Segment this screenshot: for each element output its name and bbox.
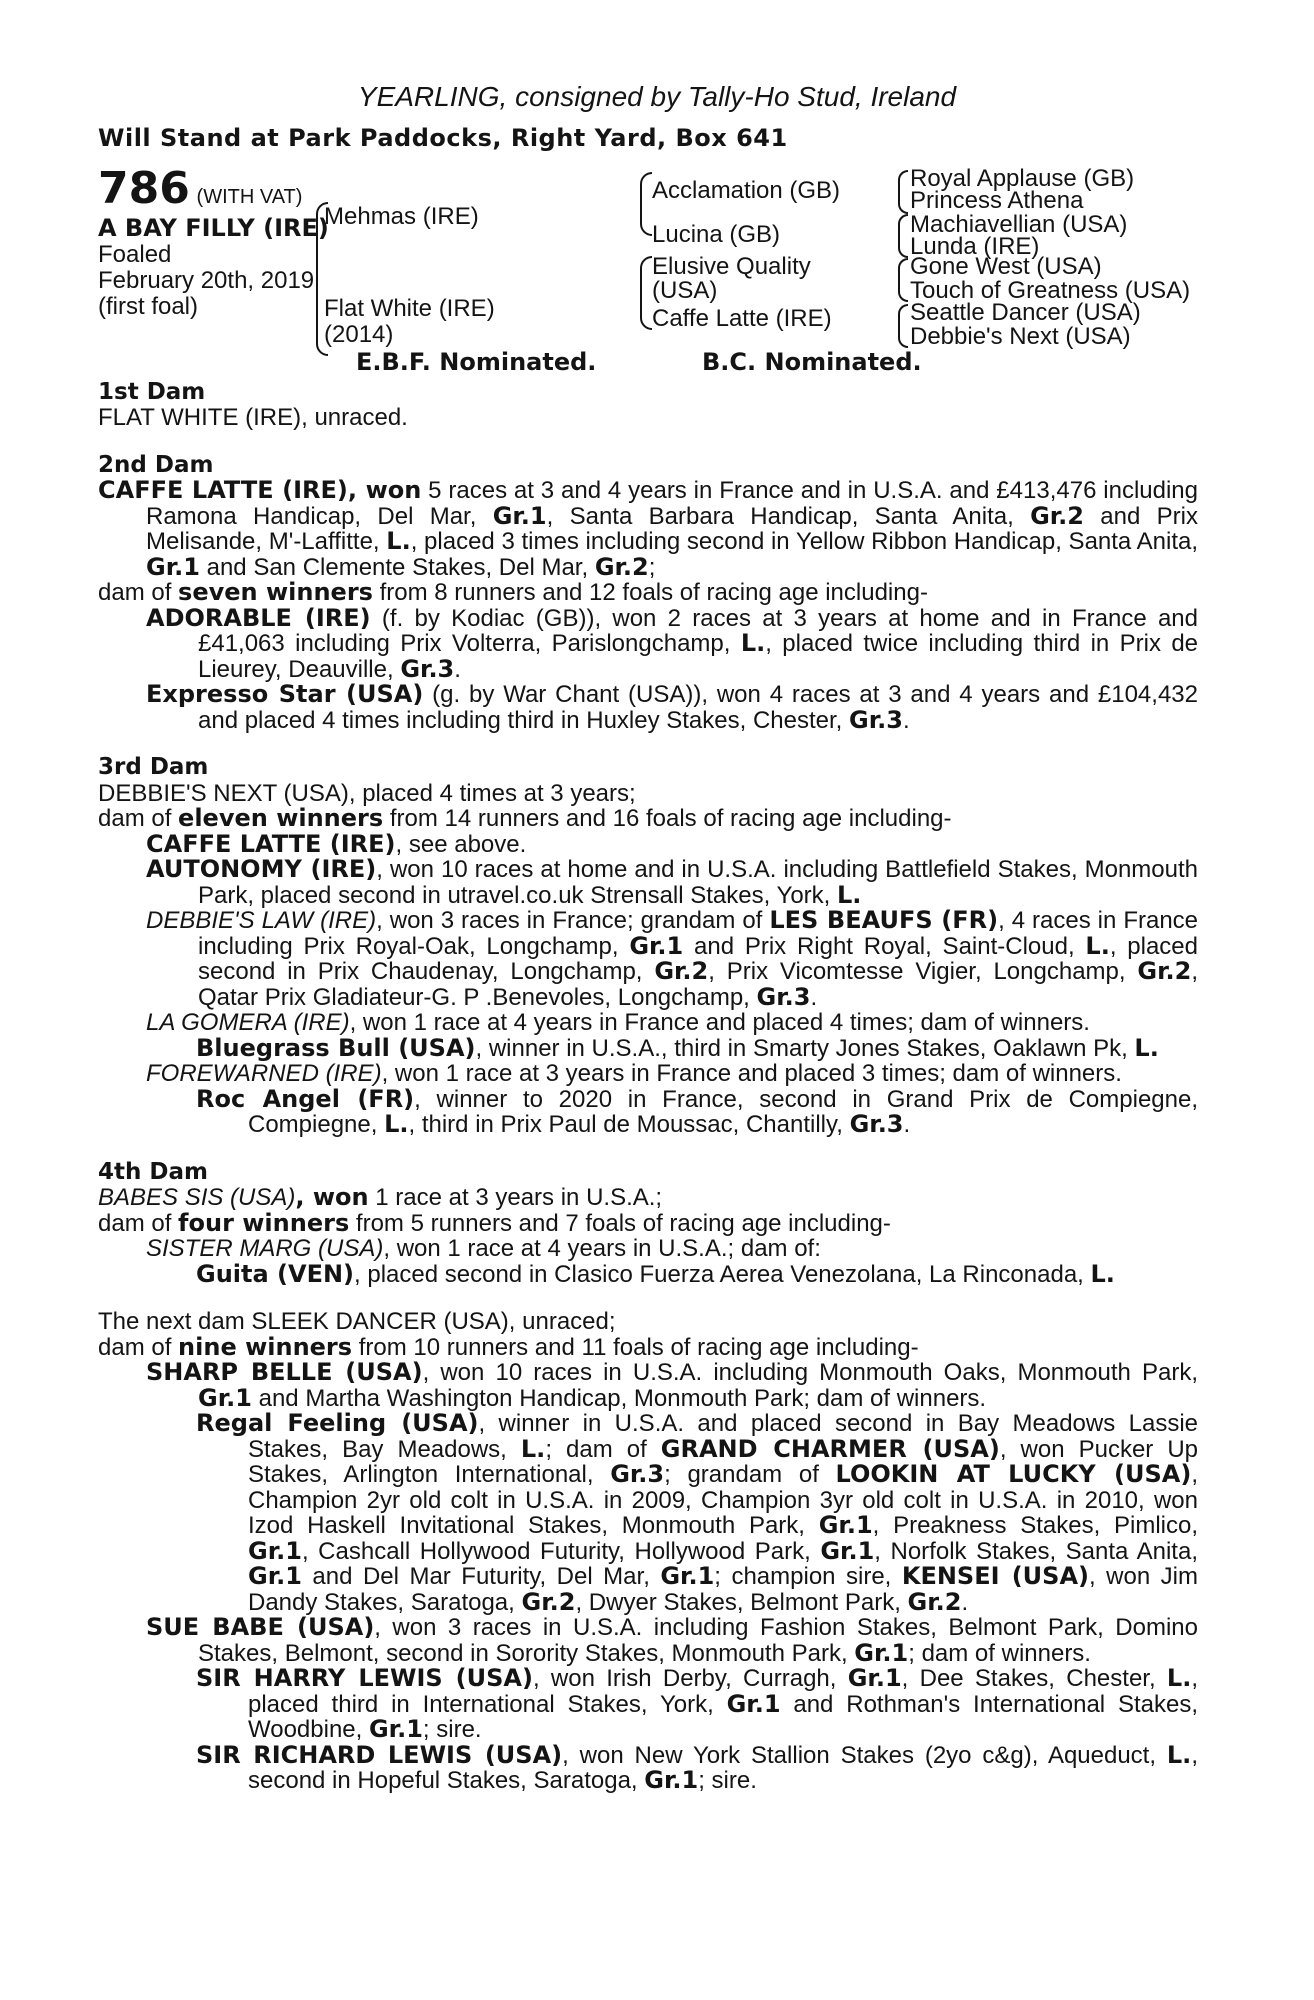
- gg-3: Machiavellian (USA): [910, 210, 1128, 238]
- first-dam-heading: 1st Dam: [98, 378, 206, 405]
- third-dam-section: [98, 755, 1198, 1138]
- second-dam-section: [98, 453, 1198, 734]
- second-dam-heading: 2nd Dam: [98, 451, 214, 478]
- gg-8: Debbie's Next (USA): [910, 322, 1131, 350]
- produce-guita: Guita (VEN), placed second in Clasico Fuerza Aerea Venezolana, La Rinconada, L.: [196, 1259, 1115, 1288]
- pedigree-table: [98, 162, 1198, 476]
- dam-sire-l2: (USA): [652, 276, 718, 304]
- gg-5: Gone West (USA): [910, 252, 1102, 280]
- produce-sir-harry-lewis: SIR HARRY LEWIS (USA), won Irish Derby, Curragh, Gr.1, Dee Stakes, Chester, L., placed third in International Stakes, York, Gr.1 and Rothman's International Stakes, Woodbine, Gr.1; sire.: [196, 1664, 1199, 1743]
- fourth-dam-intro: BABES SIS (USA), won 1 race at 3 years in U.S.A.;: [98, 1183, 663, 1211]
- produce-forewarned: FOREWARNED (IRE), won 1 race at 3 years in France and placed 3 times; dam of winners.: [146, 1060, 1122, 1087]
- lot-number: 786: [98, 162, 190, 214]
- produce-sue-babe: SUE BABE (USA), won 3 races in U.S.A. including Fashion Stakes, Belmont Park, Domino Stakes, Belmont, second in Sorority Stakes, Monmouth Park, Gr.1; dam of winners.: [146, 1613, 1198, 1667]
- gg-6: Touch of Greatness (USA): [910, 276, 1191, 304]
- foaled-date: February 20th, 2019: [98, 266, 315, 294]
- first-foal-note: (first foal): [98, 292, 199, 320]
- first-dam-text: FLAT WHITE (IRE), unraced.: [98, 404, 408, 431]
- brace-dam-line: [640, 256, 652, 330]
- produce-sharp-belle: SHARP BELLE (USA), won 10 races in U.S.A. including Monmouth Oaks, Monmouth Park, Gr.1 and Martha Washington Handicap, Monmouth Park; dam of winners.: [146, 1358, 1198, 1412]
- produce-bluegrass-bull: Bluegrass Bull (USA), winner in U.S.A., third in Smarty Jones Stakes, Oaklawn Pk, L.: [196, 1033, 1159, 1062]
- catalogue-page: [98, 80, 1198, 1794]
- brace-g3-3: [898, 258, 908, 302]
- third-dam-produce-summary: dam of eleven winners from 14 runners and 16 foals of racing age including-: [98, 804, 952, 832]
- brace-sire-line: [640, 172, 652, 236]
- third-dam-intro: DEBBIE'S NEXT (USA), placed 4 times at 3 years;: [98, 779, 636, 807]
- sire-dam: Lucina (GB): [652, 220, 781, 248]
- produce-sir-richard-lewis: SIR RICHARD LEWIS (USA), won New York Stallion Stakes (2yo c&g), Aqueduct, L., second in Hopeful Stakes, Saratoga, Gr.1; sire.: [196, 1740, 1198, 1794]
- consignment-title: YEARLING, consigned by Tally-Ho Stud, Ireland: [357, 81, 957, 112]
- produce-debbies-law: DEBBIE'S LAW (IRE), won 3 races in France; grandam of LES BEAUFS (FR), 4 races in France including Prix Royal-Oak, Longchamp, Gr.1 and Prix Right Royal, Saint-Cloud, L., placed second in Prix Chaudenay, Longchamp, Gr.2, Prix Vicomtesse Vigier, Longchamp, Gr.2, Qatar Prix Gladiateur-G. P .Benevoles, Longchamp, Gr.3.: [146, 906, 1199, 1011]
- gg-1: Royal Applause (GB): [910, 164, 1135, 192]
- fourth-dam-produce-summary: dam of four winners from 5 runners and 7 foals of racing age including-: [98, 1208, 891, 1237]
- ebf-nomination: E.B.F. Nominated.: [356, 347, 597, 376]
- horse-name: A BAY FILLY (IRE): [98, 213, 329, 242]
- vat-note: (WITH VAT): [196, 185, 303, 208]
- produce-regal-feeling: Regal Feeling (USA), winner in U.S.A. and placed second in Bay Meadows Lassie Stakes, Bay Meadows, L.; dam of GRAND CHARMER (USA), won Pucker Up Stakes, Arlington International, Gr.3; grandam of LOOKIN AT LUCKY (USA), Champion 2yr old colt in U.S.A. in 2009, Champion 3yr old colt in U.S.A. in 2010, won Izod Haskell Invitational Stakes, Monmouth Park, Gr.1, Preakness Stakes, Pimlico, Gr.1, Cashcall Hollywood Futurity, Hollywood Park, Gr.1, Norfolk Stakes, Santa Anita, Gr.1 and Del Mar Futurity, Del Mar, Gr.1; champion sire, KENSEI (USA), won Jim Dandy Stakes, Saratoga, Gr.2, Dwyer Stakes, Belmont Park, Gr.2.: [196, 1409, 1199, 1616]
- dam-dam: Caffe Latte (IRE): [652, 304, 832, 332]
- sire-sire: Acclamation (GB): [652, 176, 841, 204]
- brace-g3-4: [898, 304, 908, 348]
- fourth-dam-heading: 4th Dam: [98, 1158, 208, 1185]
- produce-adorable: ADORABLE (IRE) (f. by Kodiac (GB)), won 2 races at 3 years at home and in France and £41,063 including Prix Volterra, Parislongchamp, L., placed twice including third in Prix de Lieurey, Deauville, Gr.3.: [146, 603, 1199, 683]
- next-dam-produce-summary: dam of nine winners from 10 runners and 11 foals of racing age including-: [98, 1332, 919, 1361]
- gg-4: Lunda (IRE): [910, 232, 1040, 260]
- fourth-dam-section: [98, 1160, 1198, 1288]
- produce-roc-angel: Roc Angel (FR), winner to 2020 in France, second in Grand Prix de Compiegne, Compiegne, L., third in Prix Paul de Moussac, Chantilly, Gr.3.: [196, 1084, 1199, 1138]
- gg-2: Princess Athena: [910, 186, 1084, 214]
- brace-g3-1: [898, 170, 908, 214]
- dam-year: (2014): [324, 320, 394, 348]
- dam: Flat White (IRE): [324, 294, 495, 322]
- foaled-label: Foaled: [98, 240, 172, 268]
- dam-sire-l1: Elusive Quality: [652, 252, 811, 280]
- bc-nomination: B.C. Nominated.: [702, 347, 922, 376]
- second-dam-produce-summary: dam of seven winners from 8 runners and 12 foals of racing age including-: [98, 578, 928, 606]
- next-dam-intro: The next dam SLEEK DANCER (USA), unraced;: [98, 1308, 616, 1335]
- brace-g3-2: [898, 214, 908, 258]
- produce-caffe-latte: CAFFE LATTE (IRE), see above.: [146, 829, 527, 858]
- produce-autonomy: AUTONOMY (IRE), won 10 races at home and in U.S.A. including Battlefield Stakes, Monmouth Park, placed second in utravel.co.uk Strensall Stakes, York, L.: [146, 855, 1198, 909]
- second-dam-record: CAFFE LATTE (IRE), won 5 races at 3 and 4 years in France and in U.S.A. and £413,476 including Ramona Handicap, Del Mar, Gr.1, Santa Barbara Handicap, Santa Anita, Gr.2 and Prix Melisande, M'-Laffitte, L., placed 3 times including second in Yellow Ribbon Handicap, Santa Anita, Gr.1 and San Clemente Stakes, Del Mar, Gr.2;: [98, 476, 1199, 581]
- next-dam-section: [98, 1309, 1198, 1794]
- stand-location: Will Stand at Park Paddocks, Right Yard, Box 641: [98, 124, 788, 152]
- sire: Mehmas (IRE): [324, 202, 479, 230]
- produce-la-gomera: LA GOMERA (IRE), won 1 race at 4 years in France and placed 4 times; dam of winners.: [146, 1009, 1090, 1036]
- gg-7: Seattle Dancer (USA): [910, 298, 1141, 326]
- produce-sister-marg: SISTER MARG (USA), won 1 race at 4 years in U.S.A.; dam of:: [146, 1235, 821, 1262]
- produce-expresso-star: Expresso Star (USA) (g. by War Chant (USA)), won 4 races at 3 and 4 years and £104,432 and placed 4 times including third in Huxley Stakes, Chester, Gr.3.: [146, 680, 1198, 734]
- third-dam-heading: 3rd Dam: [98, 754, 209, 780]
